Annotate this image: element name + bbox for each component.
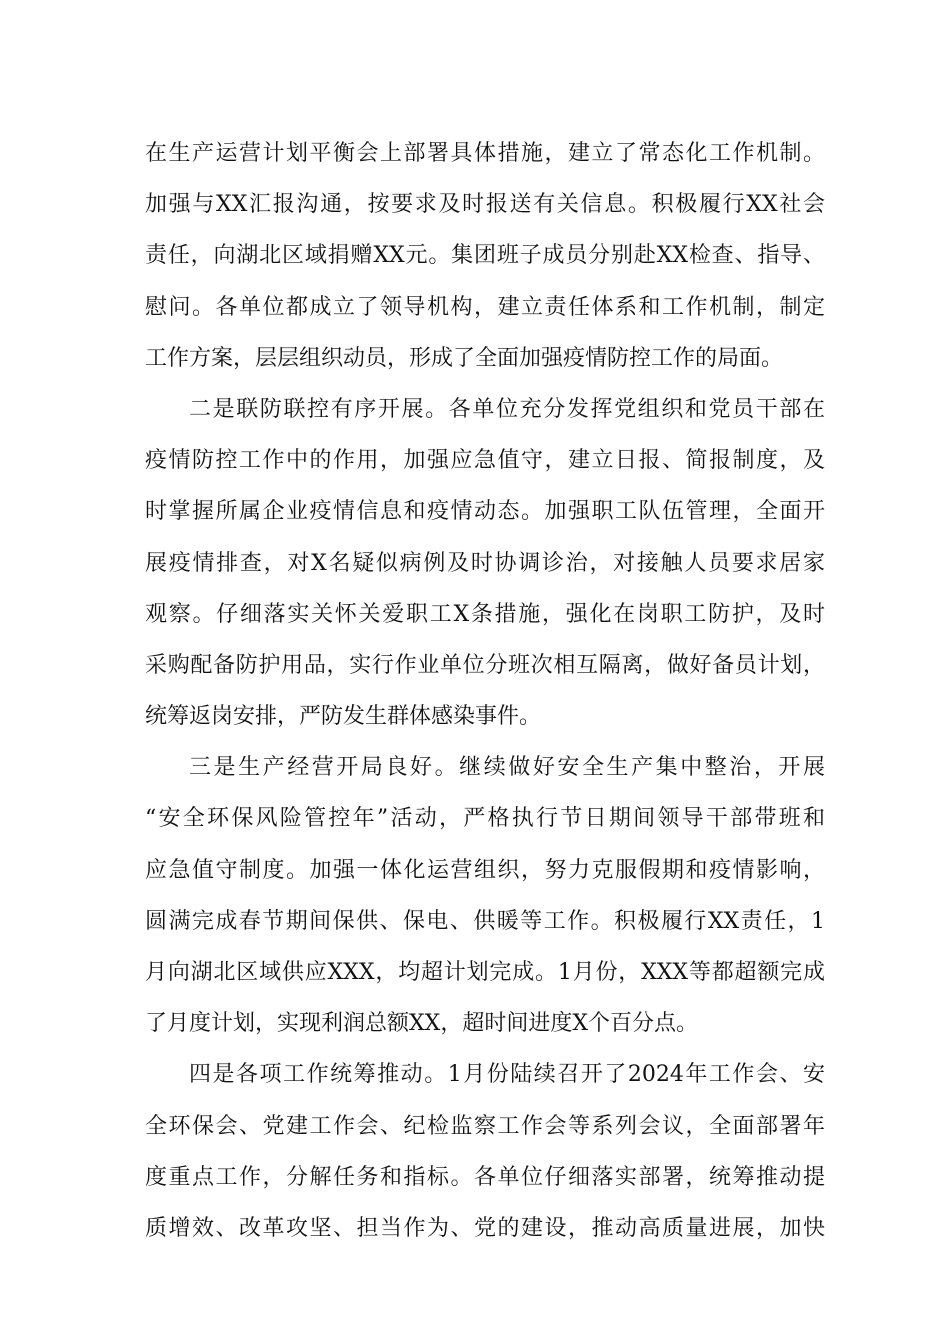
paragraph-first-line: 二是联防联控有序开展。各单位充分发挥党组织和党员干部在 <box>189 396 825 422</box>
text-line: 统筹返岗安排，严防发生群体感染事件。 <box>145 704 542 730</box>
body-text <box>145 128 825 1254</box>
text-line: 圆满完成春节期间保供、保电、供暖等工作。积极履行XX责任，1 <box>145 908 825 934</box>
text-line: 全环保会、党建工作会、纪检监察工作会等系列会议，全面部署年 <box>145 1113 825 1139</box>
text-line: 质增效、改革攻坚、担当作为、党的建设，推动高质量进展，加快 <box>145 1215 825 1241</box>
text-line: 疫情防控工作中的作用，加强应急值守，建立日报、简报制度，及 <box>145 448 825 474</box>
text-line: 展疫情排查，对X名疑似病例及时协调诊治，对接触人员要求居家 <box>145 550 825 576</box>
text-line: 观察。仔细落实关怀关爱职工X条措施，强化在岗职工防护，及时 <box>145 601 825 627</box>
text-line: 月向湖北区域供应XXX，均超计划完成。1月份，XXX等都超额完成 <box>145 960 825 985</box>
text-line: 责任，向湖北区域捐赠XX元。集团班子成员分别赴XX检查、指导、 <box>145 243 825 269</box>
text-line: 采购配备防护用品，实行作业单位分班次相互隔离，做好备员计划， <box>145 652 825 678</box>
paragraph-first-line: 四是各项工作统筹推动。1月份陆续召开了2024年工作会、安 <box>189 1062 825 1088</box>
text-line: 了月度计划，实现利润总额XX，超时间进度X个百分点。 <box>145 1011 698 1037</box>
text-line: 应急值守制度。加强一体化运营组织，努力克服假期和疫情影响， <box>145 857 825 883</box>
text-line: 加强与XX汇报沟通，按要求及时报送有关信息。积极履行XX社会 <box>145 192 825 218</box>
text-line: 在生产运营计划平衡会上部署具体措施，建立了常态化工作机制。 <box>145 141 825 166</box>
paragraph-first-line: 三是生产经营开局良好。继续做好安全生产集中整治，开展 <box>189 755 825 781</box>
text-line: 度重点工作，分解任务和指标。各单位仔细落实部署，统筹推动提 <box>145 1164 825 1190</box>
text-line: 工作方案，层层组织动员，形成了全面加强疫情防控工作的局面。 <box>145 345 784 371</box>
text-line: 慰问。各单位都成立了领导机构，建立责任体系和工作机制，制定 <box>145 294 825 320</box>
text-line: “安全环保风险管控年”活动，严格执行节日期间领导干部带班和 <box>145 806 825 832</box>
text-line: 时掌握所属企业疫情信息和疫情动态。加强职工队伍管理，全面开 <box>145 499 825 525</box>
